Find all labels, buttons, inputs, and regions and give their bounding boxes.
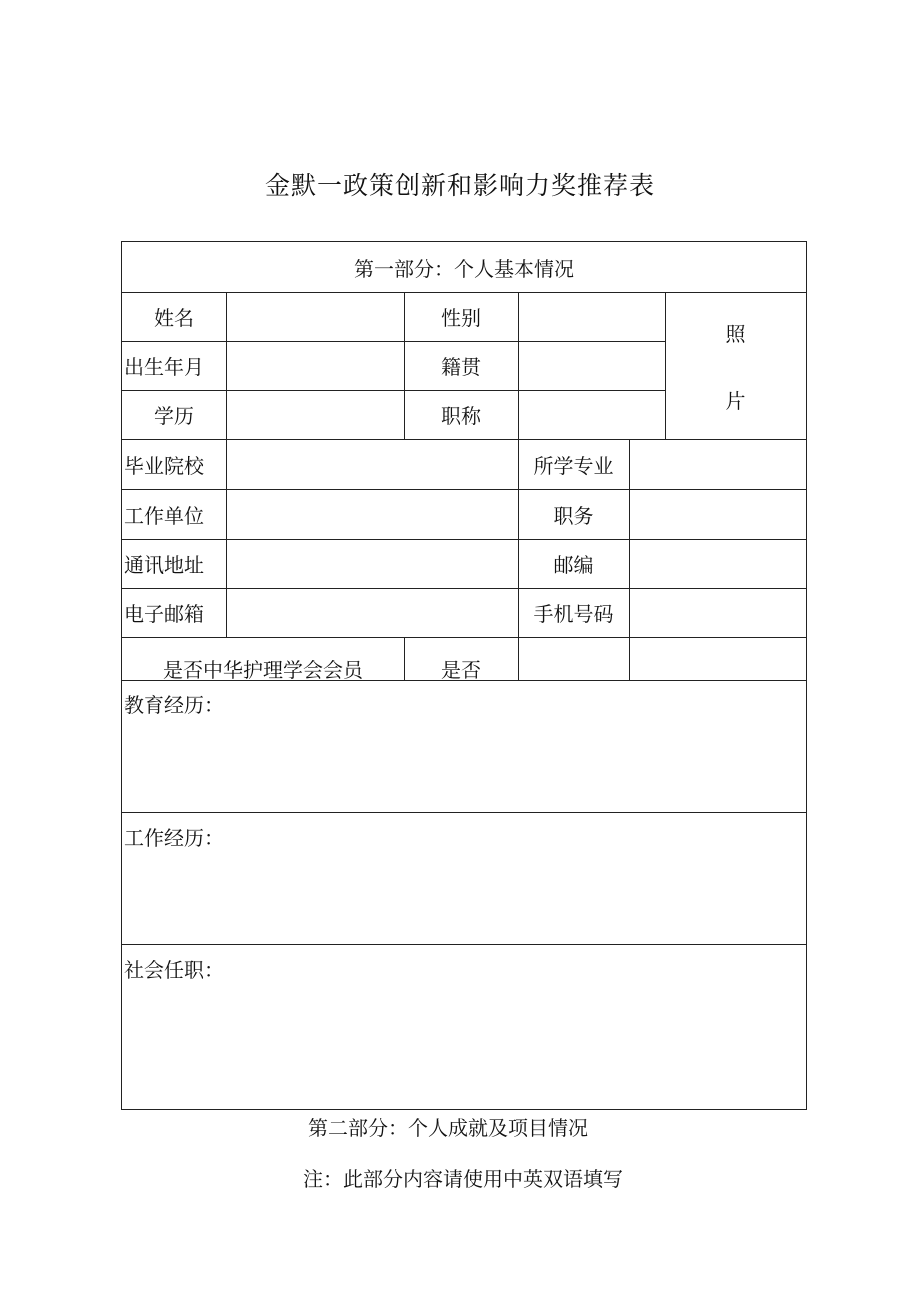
education-history-label: 教育经历： xyxy=(124,693,224,717)
education-history-field[interactable] xyxy=(122,718,806,812)
employer-field[interactable] xyxy=(227,490,518,539)
name-label: 姓名 xyxy=(154,306,194,330)
work-history-label: 工作经历： xyxy=(124,826,224,850)
recommendation-form-table xyxy=(121,241,807,1110)
employer-label: 工作单位 xyxy=(124,503,204,528)
school-field[interactable] xyxy=(227,440,518,489)
yes-no-label: 是否 xyxy=(441,658,481,682)
part2-header: 第二部分：个人成就及项目情况 xyxy=(308,1116,588,1140)
position-label: 职务 xyxy=(553,503,594,528)
gender-label: 性别 xyxy=(441,306,481,330)
social-positions-field[interactable] xyxy=(122,982,806,1109)
row-divider xyxy=(122,944,806,945)
member-question-label: 是否中华护理学会会员 xyxy=(163,658,363,682)
photo-label-2: 片 xyxy=(725,388,746,413)
mobile-field[interactable] xyxy=(630,589,806,637)
row-divider xyxy=(122,812,806,813)
form-title: 金默一政策创新和影响力奖推荐表 xyxy=(264,171,655,200)
gender-field[interactable] xyxy=(519,293,665,341)
bilingual-note: 注：此部分内容请使用中英双语填写 xyxy=(303,1167,623,1191)
part1-header: 第一部分：个人基本情况 xyxy=(354,256,574,281)
social-positions-label: 社会任职： xyxy=(124,958,224,982)
email-label: 电子邮箱 xyxy=(124,602,204,626)
work-history-field[interactable] xyxy=(122,850,806,944)
native-place-label: 籍贯 xyxy=(441,355,481,379)
email-field[interactable] xyxy=(227,589,518,637)
member-yes-field[interactable] xyxy=(519,638,629,680)
education-field[interactable] xyxy=(227,391,404,439)
professional-title-field[interactable] xyxy=(519,391,665,439)
postcode-label: 邮编 xyxy=(553,553,594,577)
address-field[interactable] xyxy=(227,540,518,588)
school-label: 毕业院校 xyxy=(124,453,204,478)
member-no-field[interactable] xyxy=(630,638,806,680)
birth-field[interactable] xyxy=(227,342,404,390)
name-field[interactable] xyxy=(227,293,404,341)
professional-title-label: 职称 xyxy=(441,404,481,428)
photo-label-1: 照 xyxy=(725,321,746,346)
photo-box[interactable] xyxy=(665,292,806,439)
native-place-field[interactable] xyxy=(519,342,665,390)
major-label: 所学专业 xyxy=(533,453,614,478)
major-field[interactable] xyxy=(630,440,806,489)
education-label: 学历 xyxy=(154,404,194,428)
mobile-label: 手机号码 xyxy=(533,602,614,626)
birth-label: 出生年月 xyxy=(124,355,204,379)
postcode-field[interactable] xyxy=(630,540,806,588)
address-label: 通讯地址 xyxy=(124,553,204,577)
position-field[interactable] xyxy=(630,490,806,539)
